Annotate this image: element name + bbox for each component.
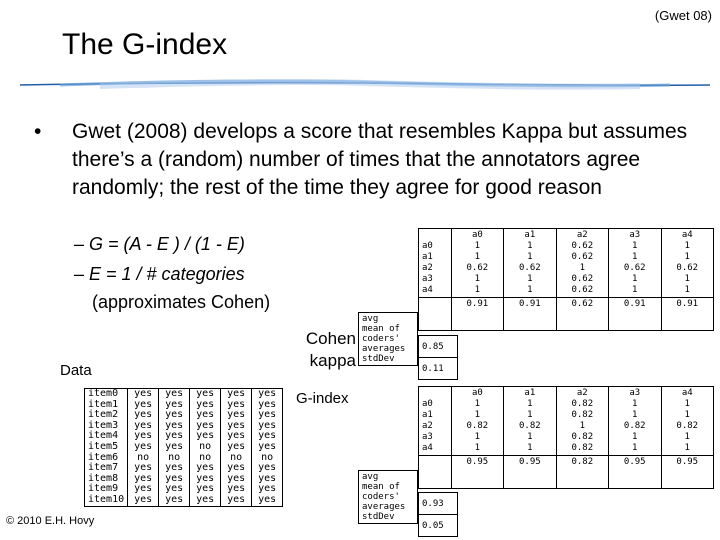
- cohen-cell: 1: [579, 263, 585, 273]
- cohen-stats-labels: [359, 313, 418, 366]
- cohen-avg-cell: 0.62: [556, 298, 608, 331]
- data-cell: yes: [227, 419, 246, 431]
- gindex-cell: 0.82: [571, 432, 594, 442]
- data-cell: yes: [165, 409, 184, 421]
- data-cell: yes: [196, 430, 215, 442]
- cohen-row-label: a1: [422, 252, 433, 262]
- data-cell: yes: [227, 398, 246, 410]
- gindex-cell: 1: [632, 410, 638, 420]
- data-cell: yes: [196, 462, 215, 474]
- data-cell: yes: [196, 483, 215, 495]
- gindex-cell: 1: [474, 432, 481, 442]
- gindex-cell: 0.82: [466, 421, 489, 431]
- data-cell: yes: [165, 462, 184, 474]
- formula-e: – E = 1 / # categories: [74, 264, 245, 284]
- cohen-row-label: a0: [422, 241, 433, 251]
- data-item-label: item3: [88, 419, 119, 431]
- cohen-stat-label: stdDev: [362, 354, 395, 364]
- gindex-avg-cell: 0.95: [451, 456, 503, 489]
- gindex-stat-value-row: [419, 515, 458, 537]
- data-cell: yes: [196, 419, 215, 431]
- gindex-row-label: a1: [422, 410, 433, 420]
- gindex-stat-label: mean of coders' averages: [362, 482, 406, 512]
- cohen-cell: 1: [632, 252, 638, 262]
- cohen-cell: 1: [474, 285, 481, 295]
- gindex-cell: 1: [527, 410, 533, 420]
- data-cell: yes: [134, 388, 153, 399]
- data-cell: yes: [227, 493, 246, 505]
- gindex-column-header: a3: [629, 388, 641, 398]
- cohen-kappa-stat-values: [418, 335, 458, 380]
- data-item-label: item8: [88, 472, 119, 484]
- gindex-cell: 1: [474, 399, 481, 409]
- data-item-label: item6: [88, 451, 119, 463]
- data-item-label: item7: [88, 462, 119, 474]
- gindex-cell: 0.82: [623, 421, 646, 431]
- gindex-avg-cell: 0.95: [504, 456, 556, 489]
- cohen-cell: 0.62: [676, 263, 699, 273]
- data-cell: yes: [258, 472, 277, 484]
- formula-note: (approximates Cohen): [92, 292, 271, 312]
- cohen-cell: 1: [684, 285, 690, 295]
- data-cell: yes: [134, 409, 153, 421]
- cohen-cell: 1: [684, 241, 690, 251]
- cohen-cell: 0.62: [571, 241, 594, 251]
- cohen-cell: 1: [632, 285, 638, 295]
- data-cell: yes: [196, 409, 215, 421]
- gindex-cell: 1: [632, 443, 638, 453]
- data-cell: yes: [134, 419, 153, 431]
- data-cell: yes: [227, 483, 246, 495]
- gindex-cell: 0.82: [518, 421, 541, 431]
- gindex-cell: 1: [527, 443, 533, 453]
- cohen-row-label: a2: [422, 263, 433, 273]
- data-table-row: [85, 389, 283, 507]
- cohen-row-label: a3: [422, 274, 433, 284]
- gindex-column: [451, 387, 503, 456]
- data-cell: yes: [258, 419, 277, 431]
- cohen-kappa-label: Cohen kappa: [305, 329, 356, 370]
- gindex-column: [661, 387, 714, 456]
- g-index-stat-values: [418, 492, 458, 537]
- cohen-cell: 0.62: [571, 274, 594, 284]
- data-cell: yes: [165, 388, 184, 399]
- cohen-avg-cell: 0.91: [661, 298, 714, 331]
- cohen-column-header: a2: [576, 230, 588, 240]
- data-coder-column: [128, 389, 159, 507]
- cohen-column: [451, 229, 503, 298]
- data-cell: yes: [165, 472, 184, 484]
- data-cell: no: [261, 451, 274, 463]
- data-item-label: item4: [88, 430, 119, 442]
- gindex-cell: 1: [684, 399, 690, 409]
- data-coder-column: [190, 389, 221, 507]
- gindex-column: [504, 387, 556, 456]
- cohen-stat-label: avg: [362, 314, 379, 324]
- data-cell: yes: [134, 472, 153, 484]
- gindex-cell: 1: [684, 432, 690, 442]
- page-title: The G-index: [62, 28, 228, 61]
- data-cell: no: [137, 451, 150, 463]
- gindex-avg-cell: 0.82: [556, 456, 608, 489]
- data-cell: yes: [227, 388, 246, 399]
- data-coder-column: [159, 389, 190, 507]
- gindex-cell: 1: [684, 410, 690, 420]
- data-cell: yes: [227, 462, 246, 474]
- cohen-cell: 1: [474, 252, 481, 262]
- data-cell: yes: [258, 493, 277, 505]
- gindex-cell: 1: [474, 443, 481, 453]
- bullet-marker: •: [34, 120, 42, 143]
- cohen-stat-value: 0.85: [419, 336, 458, 358]
- data-cell: yes: [258, 430, 277, 442]
- data-cell: yes: [134, 462, 153, 474]
- cohen-stats-row: [359, 313, 418, 366]
- data-cell: yes: [196, 493, 215, 505]
- g-index-matrix: [418, 386, 714, 489]
- cohen-kappa-stats: [358, 312, 418, 366]
- data-item-label: item10: [88, 493, 125, 505]
- gindex-cell: 1: [579, 421, 585, 431]
- data-cell: yes: [165, 483, 184, 495]
- gindex-stats-labels: [359, 471, 418, 524]
- gindex-stat-value-row: [419, 493, 458, 515]
- gindex-stats-row: [359, 471, 418, 524]
- cohen-matrix-row: [419, 229, 714, 298]
- data-cell: yes: [196, 472, 215, 484]
- data-cell: no: [230, 451, 243, 463]
- gindex-cell: 0.82: [571, 410, 594, 420]
- title-underline: [20, 74, 710, 96]
- gindex-cell: 1: [632, 399, 638, 409]
- gindex-cell: 1: [527, 399, 533, 409]
- cohen-stat-value-row: [419, 336, 458, 358]
- data-cell: no: [168, 451, 181, 463]
- cohen-cell: 1: [527, 241, 533, 251]
- cohen-row-label: a4: [422, 285, 433, 295]
- gindex-row-label: a3: [422, 432, 433, 442]
- gindex-stat-value: 0.05: [419, 515, 458, 537]
- data-cell: yes: [258, 440, 277, 452]
- gindex-avg-row: [419, 456, 714, 489]
- data-cell: yes: [258, 398, 277, 410]
- copyright: © 2010 E.H. Hovy: [6, 515, 95, 527]
- cohen-cell: 1: [527, 274, 533, 284]
- gindex-column-header: a4: [681, 388, 693, 398]
- gindex-avg-cell: 0.95: [661, 456, 714, 489]
- data-label: Data: [60, 362, 92, 379]
- cohen-column: [609, 229, 661, 298]
- bullet-text: Gwet (2008) develops a score that resembles Kappa but assumes there’s a (random) number of times that the annotators agree randomly; the rest of the time they agree for good reason: [72, 120, 688, 199]
- data-cell: no: [199, 451, 212, 463]
- gindex-column: [556, 387, 608, 456]
- cohen-cell: 1: [474, 274, 481, 284]
- cohen-avg-cell: 0.91: [609, 298, 661, 331]
- cohen-column-header: a1: [524, 230, 536, 240]
- gindex-row-label: a2: [422, 421, 433, 431]
- cohen-stat-label: mean of coders' averages: [362, 324, 406, 354]
- data-cell: no: [199, 440, 212, 452]
- g-index-label: G-index: [296, 390, 349, 407]
- cohen-cell: 1: [527, 252, 533, 262]
- cohen-column-header: a0: [471, 230, 483, 240]
- gindex-stat-label: avg: [362, 472, 379, 482]
- data-cell: yes: [258, 409, 277, 421]
- data-table: [84, 388, 283, 507]
- data-cell: yes: [134, 440, 153, 452]
- data-cell: yes: [227, 409, 246, 421]
- gindex-matrix-row: [419, 387, 714, 456]
- cohen-column: [556, 229, 608, 298]
- cohen-column-header: a4: [681, 230, 693, 240]
- data-cell: yes: [134, 430, 153, 442]
- gindex-cell: 0.82: [571, 443, 594, 453]
- cohen-cell: 1: [632, 274, 638, 284]
- gindex-row-label: a4: [422, 443, 433, 453]
- cohen-avg-spacer: [419, 298, 452, 331]
- cohen-cell: 0.62: [571, 252, 594, 262]
- gindex-row-label: a0: [422, 399, 433, 409]
- cohen-stat-value-row: [419, 358, 458, 380]
- data-cell: yes: [165, 440, 184, 452]
- cohen-column: [504, 229, 556, 298]
- cohen-cell: 1: [684, 274, 690, 284]
- gindex-cell: 1: [684, 443, 690, 453]
- cohen-avg-cell: 0.91: [504, 298, 556, 331]
- cohen-cell: 0.62: [623, 263, 646, 273]
- data-coder-column: [221, 389, 252, 507]
- data-cell: yes: [165, 493, 184, 505]
- cohen-column-header: a3: [629, 230, 641, 240]
- gindex-stat-value: 0.93: [419, 493, 458, 515]
- cohen-avg-cell: 0.91: [451, 298, 503, 331]
- cohen-cell: 1: [632, 241, 638, 251]
- gindex-column-header: a1: [524, 388, 536, 398]
- data-cell: yes: [134, 483, 153, 495]
- cohen-cell: 1: [684, 252, 690, 262]
- data-cell: yes: [258, 483, 277, 495]
- data-cell: yes: [134, 398, 153, 410]
- gindex-cell: 0.82: [571, 399, 594, 409]
- data-item-label: item5: [88, 440, 119, 452]
- data-item-label: item2: [88, 409, 119, 421]
- data-coder-column: [252, 389, 283, 507]
- data-cell: yes: [196, 388, 215, 399]
- gindex-row-labels: [419, 387, 452, 456]
- data-cell: yes: [165, 430, 184, 442]
- data-cell: yes: [227, 440, 246, 452]
- data-item-label: item0: [88, 388, 119, 399]
- cohen-cell: 0.62: [571, 285, 594, 295]
- data-cell: yes: [258, 462, 277, 474]
- data-cell: yes: [165, 398, 184, 410]
- data-cell: yes: [227, 472, 246, 484]
- cohen-column: [661, 229, 714, 298]
- cohen-stat-value: 0.11: [419, 358, 458, 380]
- cohen-cell: 1: [474, 241, 481, 251]
- cohen-kappa-matrix: [418, 228, 714, 331]
- cohen-avg-row: [419, 298, 714, 331]
- data-item-label: item1: [88, 398, 119, 410]
- citation: (Gwet 08): [654, 8, 712, 23]
- gindex-cell: 1: [527, 432, 533, 442]
- g-index-stats: [358, 470, 418, 524]
- data-item-column: [85, 389, 128, 507]
- data-cell: yes: [258, 388, 277, 399]
- data-cell: yes: [227, 430, 246, 442]
- gindex-column-header: a2: [576, 388, 588, 398]
- gindex-avg-cell: 0.95: [609, 456, 661, 489]
- cohen-cell: 1: [527, 285, 533, 295]
- gindex-cell: 1: [474, 410, 481, 420]
- gindex-column-header: a0: [471, 388, 483, 398]
- data-cell: yes: [134, 493, 153, 505]
- gindex-cell: 0.82: [676, 421, 699, 431]
- gindex-avg-spacer: [419, 456, 452, 489]
- gindex-cell: 1: [632, 432, 638, 442]
- gindex-stat-label: stdDev: [362, 512, 395, 522]
- gindex-column: [609, 387, 661, 456]
- cohen-row-labels: [419, 229, 452, 298]
- data-cell: yes: [165, 419, 184, 431]
- data-item-label: item9: [88, 483, 119, 495]
- cohen-cell: 0.62: [518, 263, 541, 273]
- formula-g: – G = (A - E ) / (1 - E): [74, 234, 245, 254]
- data-cell: yes: [196, 398, 215, 410]
- cohen-cell: 0.62: [466, 263, 489, 273]
